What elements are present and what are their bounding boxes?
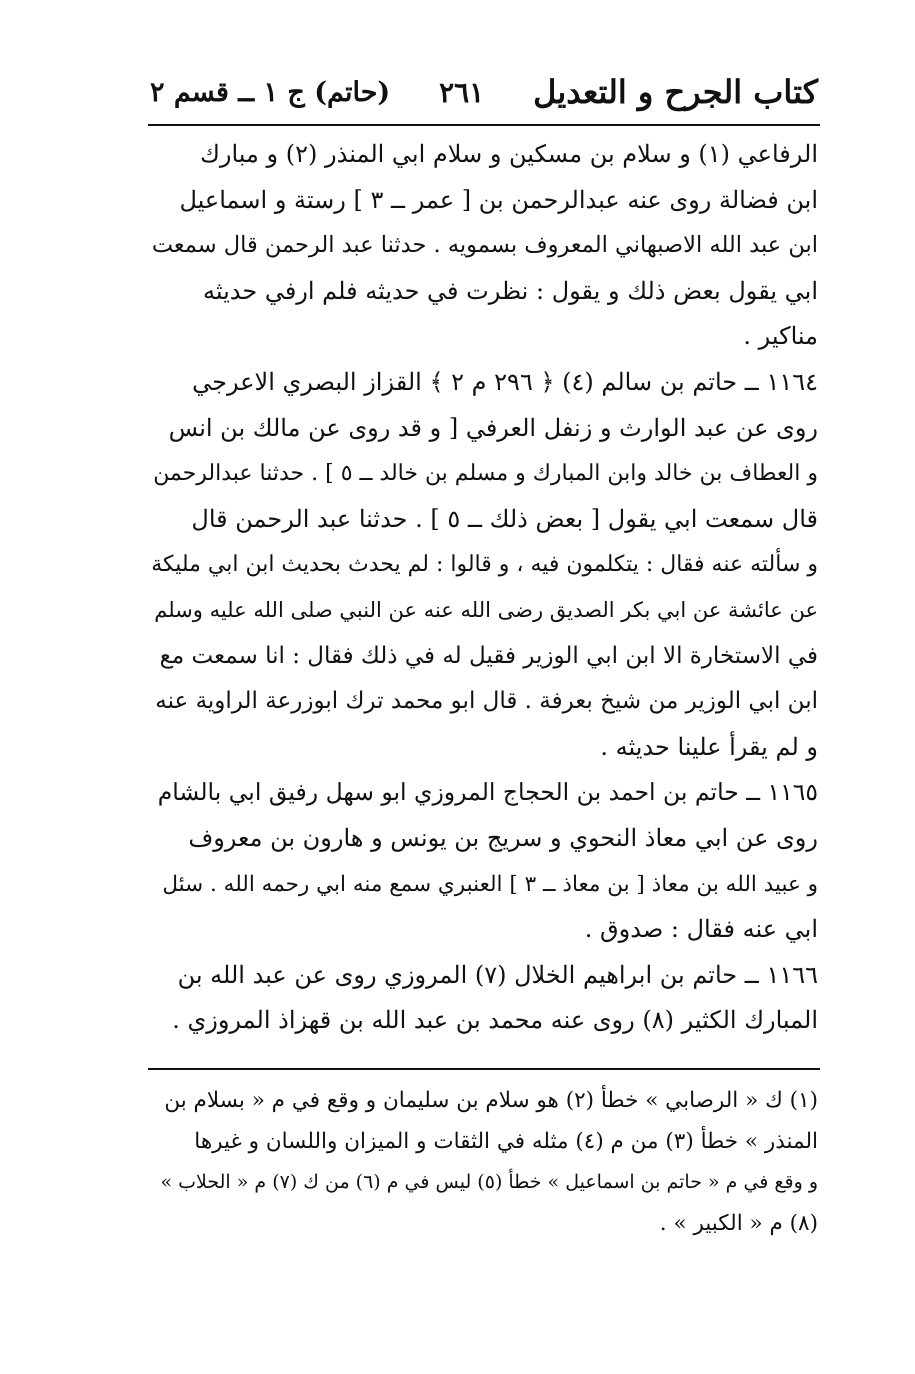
text-line: قال سمعت ابي يقول [ بعض ذلك ــ ٥ ] . حدثنا عبد الرحمن قال [191, 504, 818, 533]
text-line: ابن ابي الوزير من شيخ بعرفة . قال ابو محمد ترك ابوزرعة الراوية عنه [155, 688, 818, 715]
header-rule [148, 124, 820, 126]
section-label: (حاتم) ج ١ ــ قسم ٢ [150, 76, 391, 108]
text-line: ابي عنه فقال : صدوق . [584, 915, 818, 944]
text-line: و عبيد الله بن معاذ [ بن معاذ ــ ٣ ] العنبري سمع منه ابي رحمه الله . سئل [162, 871, 818, 897]
footnote-line: (٨) م « الكبير » . [659, 1211, 818, 1236]
footnote-line: المنذر » خطأ (٣) من م (٤) مثله في الثقات و الميزان واللسان و غيرها [194, 1129, 818, 1154]
text-line: في الاستخارة الا ابن ابي الوزير فقيل له في ذلك فقال : انا سمعت مع [159, 642, 818, 669]
page-header [150, 64, 818, 120]
text-line: الرفاعي (١) و سلام بن مسكين و سلام ابي المنذر (٢) و مبارك [200, 140, 818, 168]
footnote-line: (١) ك « الرصابي » خطأ (٢) هو سلام بن سليمان و وقع في م « بسلام بن [164, 1088, 818, 1113]
text-line: و العطاف بن خالد وابن المبارك و مسلم بن خالد ــ ٥ ] . حدثنا عبدالرحمن [153, 461, 818, 487]
text-line: مناكير . [743, 322, 818, 351]
entry-1164-heading: ١١٦٤ ــ حاتم بن سالم (٤) ﴿ ٢٩٦ م ٢ ﴾ القزاز البصري الاعرجي [192, 367, 818, 396]
footnotes [150, 1080, 818, 1244]
text-line: ابن عبد الله الاصبهاني المعروف بسمويه . حدثنا عبد الرحمن قال سمعت [151, 232, 818, 259]
footnote-line: و وقع في م « حاتم بن اسماعيل » خطأ (٥) ليس في م (٦) من ك (٧) م « الحلاب » [160, 1171, 818, 1193]
text-line: روى عن ابي معاذ النحوي و سريج بن يونس و هارون بن معروف [188, 823, 818, 852]
text-line: المبارك الكثير (٨) روى عنه محمد بن عبد الله بن قهزاذ المروزي . [172, 1006, 818, 1035]
text-line: و لم يقرأ علينا حديثه . [600, 732, 818, 761]
text-line: ابن فضالة روى عنه عبدالرحمن بن [ عمر ــ ٣ ] رستة و اسماعيل [179, 185, 818, 214]
main-text [150, 132, 818, 1044]
page-number: ٢٦١ [439, 75, 485, 109]
footnote-rule [148, 1068, 820, 1070]
entry-1165-heading: ١١٦٥ ــ حاتم بن احمد بن الحجاج المروزي ابو سهل رفيق ابي بالشام [157, 778, 818, 807]
entry-1166-heading: ١١٦٦ ــ حاتم بن ابراهيم الخلال (٧) المروزي روى عن عبد الله بن [177, 960, 818, 989]
text-line: روى عن عبد الوارث و زنفل العرفي [ و قد روى عن مالك بن انس [168, 413, 818, 442]
text-line: عن عائشة عن ابي بكر الصديق رضى الله عنه عن النبي صلى الله عليه وسلم [154, 597, 818, 622]
text-line: و سألته عنه فقال : يتكلمون فيه ، و قالوا : لم يحدث بحديث ابن ابي مليكة [151, 552, 818, 578]
book-title: كتاب الجرح و التعديل [533, 73, 818, 111]
text-line: ابي يقول بعض ذلك و يقول : نظرت في حديثه فلم ارفي حديثه [202, 276, 818, 305]
